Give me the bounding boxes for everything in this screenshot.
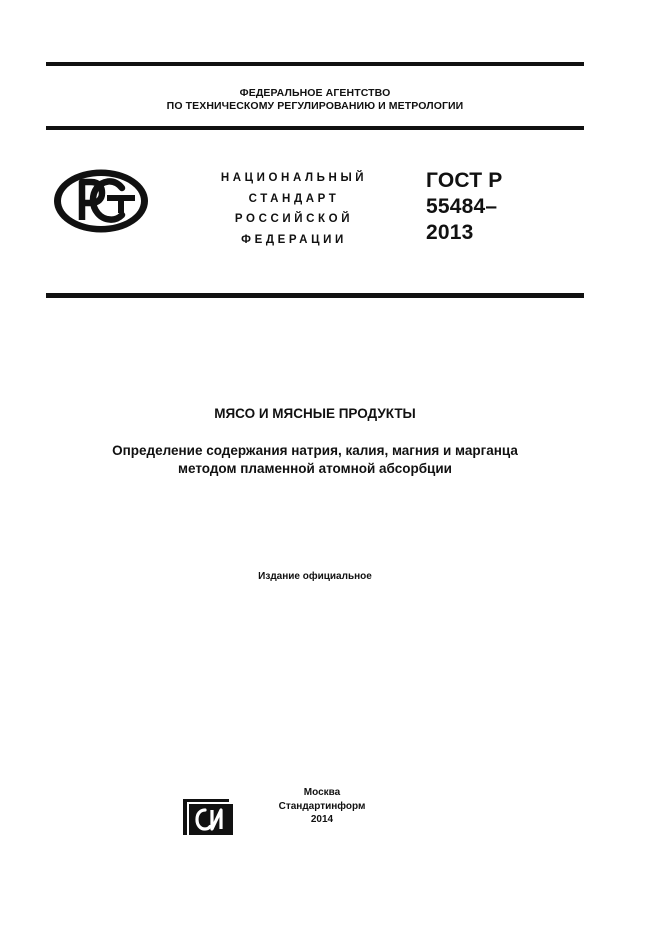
standard-type-line-4: ФЕДЕРАЦИИ xyxy=(241,233,347,246)
rst-logo-icon xyxy=(52,168,150,234)
document-title: МЯСО И МЯСНЫЕ ПРОДУКТЫ xyxy=(214,406,416,421)
subtitle-line-1: Определение содержания натрия, калия, магния и марганца xyxy=(112,443,518,458)
edition-note: Издание официальное xyxy=(258,571,372,582)
publisher-name: Стандартинформ xyxy=(278,800,366,812)
standartinform-logo-icon xyxy=(183,797,233,835)
document-subtitle xyxy=(46,442,584,478)
standard-type-line-2: СТАНДАРТ xyxy=(248,192,340,205)
publisher-info xyxy=(262,786,382,827)
standard-type xyxy=(196,168,392,250)
middle-rule xyxy=(46,126,584,130)
publisher-city: Москва xyxy=(303,787,341,798)
agency-line-1: ФЕДЕРАЛЬНОЕ АГЕНТСТВО xyxy=(239,87,391,99)
gost-line-3: 2013 xyxy=(426,221,474,244)
standard-type-line-1: НАЦИОНАЛЬНЫЙ xyxy=(220,172,368,184)
top-rule xyxy=(46,62,584,66)
bottom-rule xyxy=(46,293,584,298)
publisher-year: 2014 xyxy=(310,814,334,825)
agency-name xyxy=(46,87,584,113)
agency-line-2: ПО ТЕХНИЧЕСКОМУ РЕГУЛИРОВАНИЮ И МЕТРОЛОГИИ xyxy=(166,100,464,112)
subtitle-line-2: методом пламенной атомной абсорбции xyxy=(178,461,452,476)
gost-designation xyxy=(426,168,502,246)
standard-type-line-3: РОССИЙСКОЙ xyxy=(234,213,354,225)
gost-line-1: ГОСТ Р xyxy=(426,169,503,192)
gost-line-2: 55484– xyxy=(426,195,498,218)
